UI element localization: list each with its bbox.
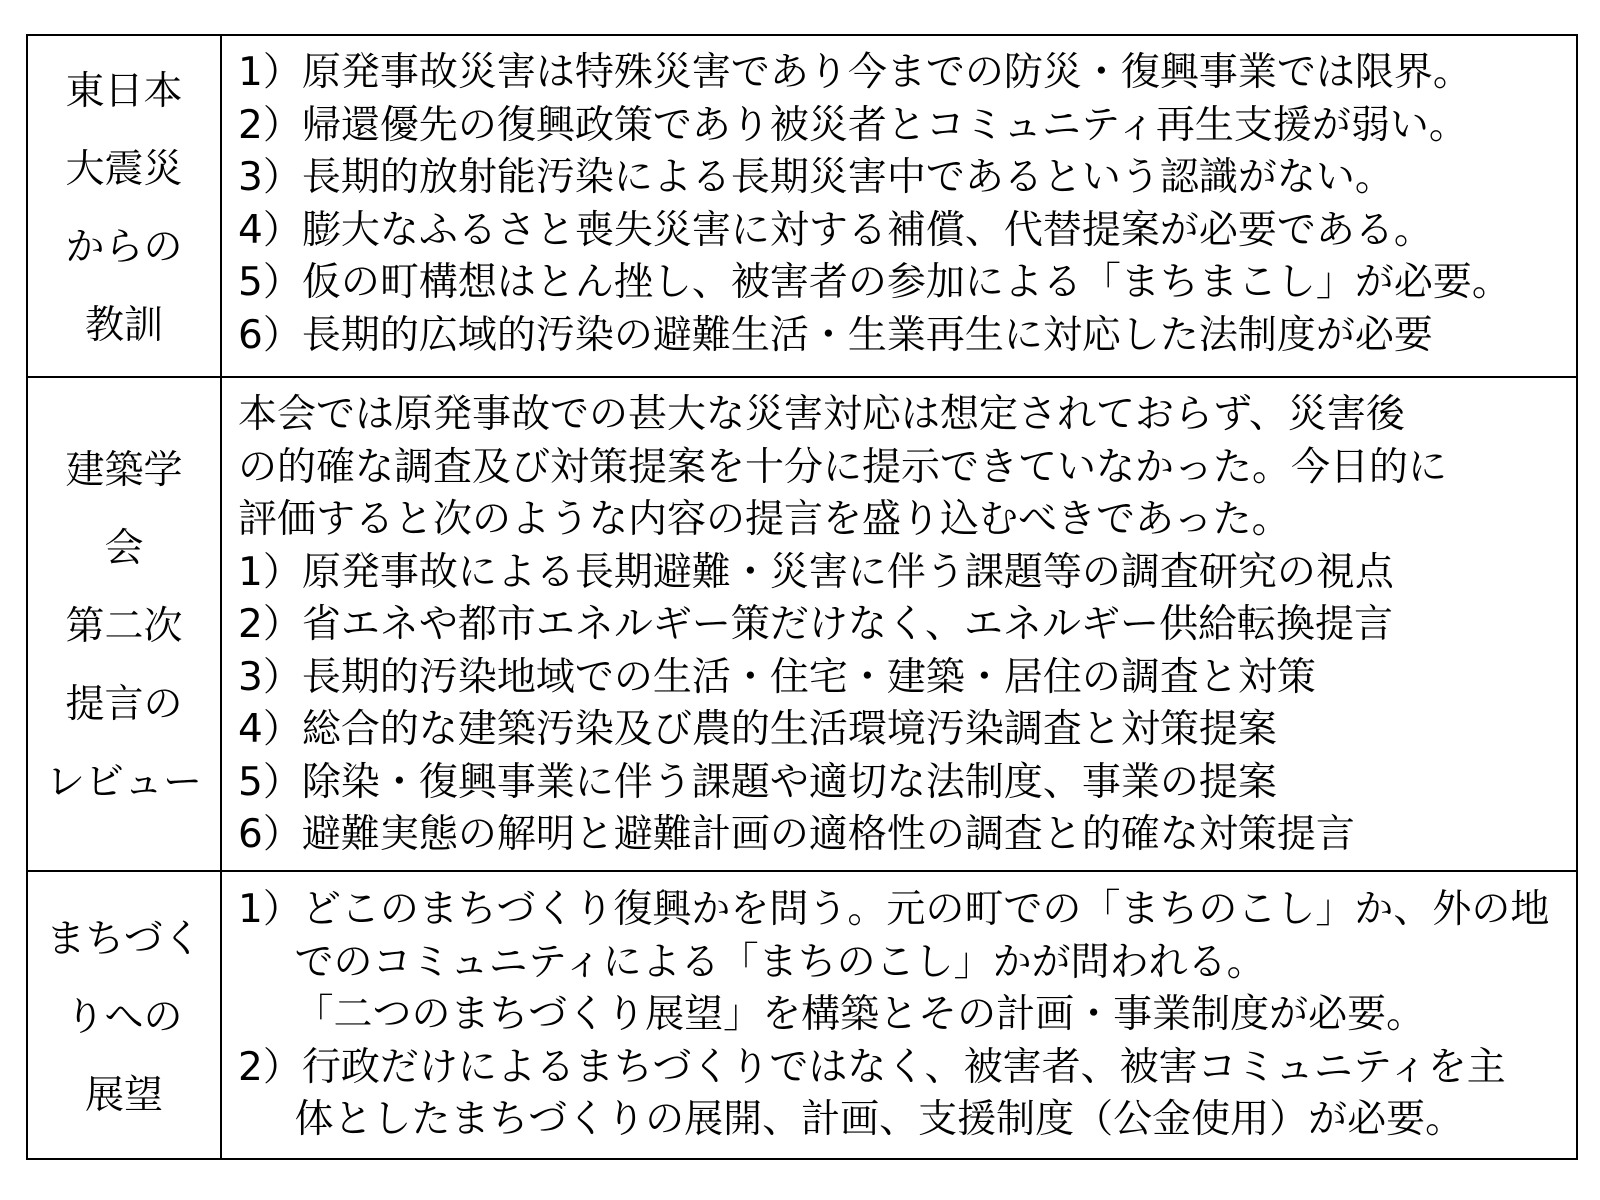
row-heading-lessons bbox=[28, 36, 222, 378]
heading-line: 会 bbox=[104, 526, 144, 571]
body-line: でのコミュニティによる「まちのこし」かが問われる。 bbox=[294, 939, 1266, 985]
body-line: 3）長期的汚染地域での生活・住宅・建築・居住の調査と対策 bbox=[238, 654, 1316, 700]
heading-line: 大震災 bbox=[65, 147, 183, 192]
body-line: 4）総合的な建築汚染及び農的生活環境汚染調査と対策提案 bbox=[238, 707, 1277, 752]
body-line: 5）仮の町構想はとん挫し、被害者の参加による「まちまこし」が必要。 bbox=[238, 260, 1511, 305]
row-body-outlook bbox=[222, 872, 1576, 1158]
row-body-lessons bbox=[222, 36, 1576, 378]
body-line: 2）帰還優先の復興政策であり被災者とコミュニティ再生支援が弱い。 bbox=[238, 102, 1468, 148]
body-line: 評価すると次のような内容の提言を盛り込むべきであった。 bbox=[238, 497, 1291, 542]
body-line: 2）省エネや都市エネルギー策だけなく、エネルギー供給転換提言 bbox=[238, 602, 1394, 647]
body-line: 体としたまちづくりの展開、計画、支援制度（公金使用）が必要。 bbox=[294, 1097, 1465, 1142]
body-line: 1）原発事故による長期避難・災害に伴う課題等の調査研究の視点 bbox=[238, 549, 1394, 595]
heading-line: りへの bbox=[65, 995, 183, 1040]
row-body-review bbox=[222, 378, 1576, 872]
body-line: 「二つのまちづくり展望」を構築とその計画・事業制度が必要。 bbox=[294, 992, 1426, 1037]
heading-line: からの bbox=[65, 225, 183, 270]
body-line: 3）長期的放射能汚染による長期災害中であるという認識がない。 bbox=[238, 155, 1394, 200]
body-line: 1）どこのまちづくり復興かを問う。元の町での「まちのこし」か、外の地 bbox=[238, 887, 1550, 932]
body-line: 2）行政だけによるまちづくりではなく、被害者、被害コミュニティを主 bbox=[238, 1044, 1506, 1090]
heading-line: 教訓 bbox=[84, 303, 163, 348]
heading-line: 展望 bbox=[84, 1073, 163, 1118]
heading-line: 建築学 bbox=[65, 448, 183, 493]
body-line: 6）長期的広域的汚染の避難生活・生業再生に対応した法制度が必要 bbox=[238, 312, 1433, 358]
heading-line: 東日本 bbox=[65, 69, 183, 114]
body-line: 6）避難実態の解明と避難計画の適格性の調査と的確な対策提言 bbox=[238, 812, 1355, 857]
heading-line: 提言の bbox=[65, 682, 183, 727]
row-heading-outlook bbox=[28, 872, 222, 1158]
body-line: 1）原発事故災害は特殊災害であり今までの防災・復興事業では限界。 bbox=[238, 50, 1472, 95]
lessons-table bbox=[26, 34, 1578, 1160]
row-heading-review bbox=[28, 378, 222, 872]
heading-line: まちづく bbox=[46, 917, 202, 962]
body-line: 本会では原発事故での甚大な災害対応は想定されておらず、災害後 bbox=[238, 392, 1405, 437]
heading-line: レビュー bbox=[45, 760, 202, 805]
heading-line: 第二次 bbox=[65, 604, 183, 649]
body-line: の的確な調査及び対策提案を十分に提示できていなかった。今日的に bbox=[238, 444, 1448, 490]
body-line: 4）膨大なふるさと喪失災害に対する補償、代替提案が必要である。 bbox=[238, 207, 1433, 253]
body-line: 5）除染・復興事業に伴う課題や適切な法制度、事業の提案 bbox=[238, 759, 1277, 805]
